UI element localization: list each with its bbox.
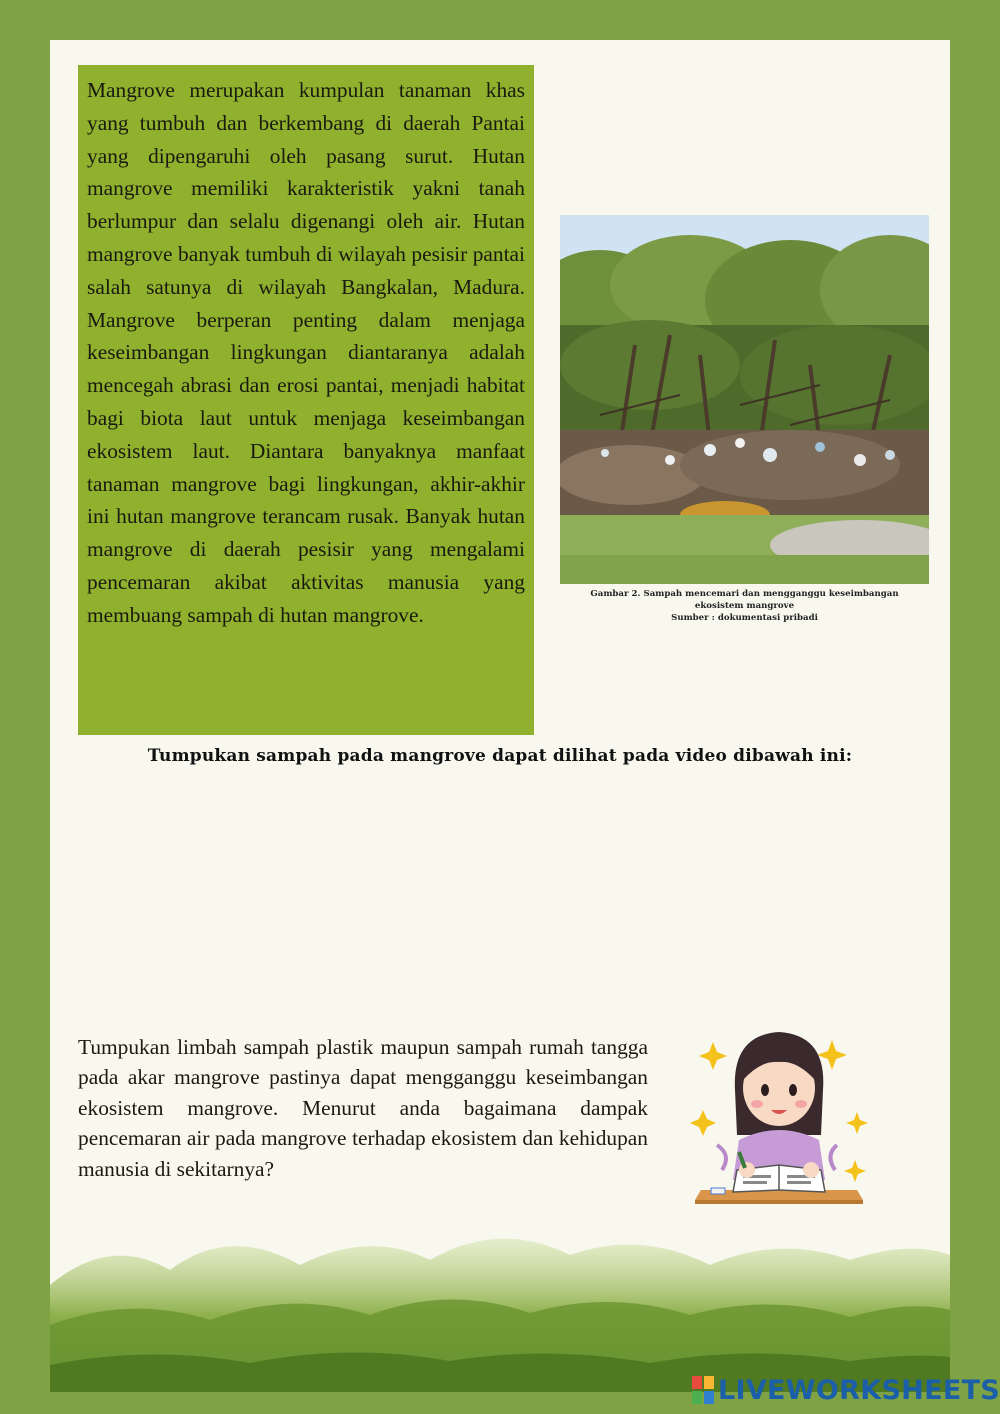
photo-caption [560,588,929,624]
brand-name: LIVEWORKSHEETS [718,1374,1000,1406]
liveworksheets-logo-icon [692,1376,714,1404]
sparkle-icon [844,1160,866,1182]
sparkle-icon [690,1110,716,1136]
caption-source: Sumber : dokumentasi pribadi [671,613,818,623]
photo-illustration [560,215,929,584]
caption-title-continued: ekosistem mangrove [694,601,795,611]
video-embed-area[interactable] [130,785,870,1005]
liveworksheets-brand[interactable] [692,1374,1000,1406]
intro-text-box [78,65,534,735]
question-paragraph: Tumpukan limbah sampah plastik maupun sampah rumah tangga pada akar mangrove pastinya dapat mengganggu keseimbangan ekosistem mangrove. Menurut anda bagaimana dampak pencemaran air pada mangrove terhadap ekosistem dan kehidupan manusia di sekitarnya? [78,1035,648,1181]
worksheet-page [50,40,950,1392]
grass-decoration [50,1215,950,1392]
video-heading: Tumpukan sampah pada mangrove dapat dilihat pada video dibawah ini: [147,746,853,766]
sparkle-icon [846,1112,868,1134]
caption-title: Gambar 2. Sampah mencemari dan mengganggu keseimbangan [590,589,899,599]
sparkle-icon [699,1042,727,1070]
mangrove-trash-photo [560,215,929,584]
studying-girl-illustration [687,1020,871,1210]
intro-paragraph: Mangrove merupakan kumpulan tanaman khas yang tumbuh dan berkembang di daerah Pantai yang dipengaruhi oleh pasang surut. Hutan mangrove memiliki karakteristik yakni tanah berlumpur dan selalu digenangi oleh air. Hutan mangrove banyak tumbuh di wilayah pesisir pantai salah satunya di wilayah Bangkalan, Madura. Mangrove berperan penting dalam menjaga keseimbangan lingkungan diantaranya adalah mencegah abrasi dan erosi pantai, menjadi habitat bagi biota laut untuk menjaga keseimbangan ekosistem laut. Diantara banyaknya manfaat tanaman mangrove bagi lingkungan, akhir-akhir ini hutan mangrove terancam rusak. Banyak hutan mangrove di daerah pesisir yang mengalami pencemaran akibat aktivitas manusia yang membuang sampah di hutan mangrove. [87,78,525,627]
